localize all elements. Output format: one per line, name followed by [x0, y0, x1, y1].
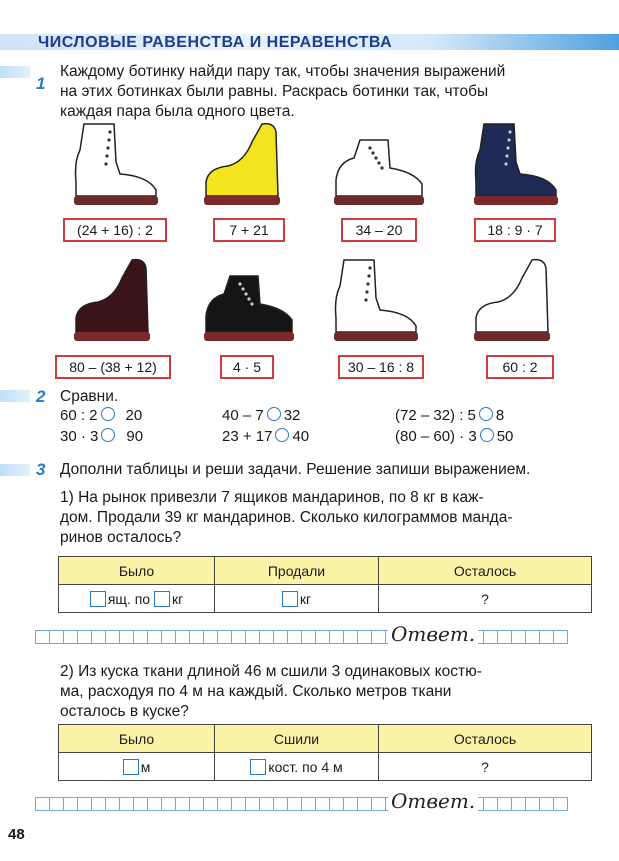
grid-cell[interactable] — [497, 630, 512, 644]
task-1-line: каждая пара была одного цвета. — [60, 103, 295, 120]
answer-box[interactable] — [282, 591, 298, 607]
answer-label: Ответ. — [388, 622, 478, 646]
boot-expression: 18 : 9 · 7 — [474, 218, 556, 242]
boot-expression: 7 + 21 — [213, 218, 285, 242]
grid-cell[interactable] — [77, 630, 92, 644]
grid-cell[interactable] — [35, 630, 50, 644]
task-1-number: 1 — [36, 74, 46, 93]
grid-cell[interactable] — [63, 797, 78, 811]
grid-cell[interactable] — [315, 797, 330, 811]
problem-line: 1) На рынок привезли 7 ящиков мандаринов, по 8 кг в каж- — [60, 489, 484, 506]
answer-grid[interactable] — [35, 797, 567, 811]
problem-line: ма, расходуя по 4 м на каждый. Сколько метров ткани — [60, 683, 452, 700]
grid-cell[interactable] — [511, 630, 526, 644]
boot-icon — [70, 122, 166, 208]
grid-cell[interactable] — [287, 630, 302, 644]
answer-grid[interactable] — [35, 630, 567, 644]
boot-sole — [204, 332, 294, 341]
boot-sole — [74, 196, 158, 205]
grid-cell[interactable] — [329, 797, 344, 811]
compare-item: 40 – 7 32 — [222, 407, 301, 424]
compare-item: 30 · 3 90 — [60, 428, 144, 445]
grid-cell[interactable] — [105, 797, 120, 811]
grid-cell[interactable] — [483, 630, 498, 644]
grid-cell[interactable] — [539, 797, 554, 811]
table-header: Продали — [215, 557, 379, 585]
problem-1-table — [58, 556, 592, 613]
problem-2-table — [58, 724, 592, 781]
task-2-heading: Сравни. — [60, 388, 119, 405]
answer-box[interactable] — [123, 759, 139, 775]
grid-cell[interactable] — [245, 630, 260, 644]
answer-box[interactable] — [90, 591, 106, 607]
compare-circle[interactable] — [479, 407, 493, 421]
grid-cell[interactable] — [511, 797, 526, 811]
grid-cell[interactable] — [357, 630, 372, 644]
task-1-text — [60, 62, 600, 122]
grid-cell[interactable] — [175, 630, 190, 644]
grid-cell[interactable] — [91, 797, 106, 811]
grid-cell[interactable] — [553, 797, 568, 811]
compare-item: (72 – 32) : 5 8 — [395, 407, 505, 424]
grid-cell[interactable] — [119, 630, 134, 644]
grid-cell[interactable] — [301, 797, 316, 811]
grid-cell[interactable] — [343, 630, 358, 644]
task-1-line: Каждому ботинку найди пару так, чтобы значения выражений — [60, 63, 506, 80]
grid-cell[interactable] — [203, 797, 218, 811]
grid-cell[interactable] — [217, 797, 232, 811]
grid-cell[interactable] — [63, 630, 78, 644]
compare-circle[interactable] — [101, 407, 115, 421]
boot-icon — [470, 122, 566, 208]
table-header: Осталось — [379, 725, 592, 753]
grid-cell[interactable] — [273, 797, 288, 811]
boot-icon — [200, 122, 296, 208]
boot[interactable] — [70, 122, 166, 213]
grid-cell[interactable] — [525, 630, 540, 644]
table-cell-left: ? — [379, 753, 592, 781]
problem-line: ринов осталось? — [60, 529, 182, 546]
grid-cell[interactable] — [231, 630, 246, 644]
table-header: Сшили — [215, 725, 379, 753]
boot-expression: 34 – 20 — [341, 218, 417, 242]
answer-box[interactable] — [250, 759, 266, 775]
grid-cell[interactable] — [259, 630, 274, 644]
grid-cell[interactable] — [483, 797, 498, 811]
task-marker — [0, 66, 30, 78]
grid-cell[interactable] — [273, 630, 288, 644]
table-header: Было — [59, 557, 215, 585]
boot-sole — [474, 332, 550, 341]
grid-cell[interactable] — [35, 797, 50, 811]
boot-icon — [330, 122, 426, 208]
problem-2-text — [60, 662, 605, 722]
grid-cell[interactable] — [497, 797, 512, 811]
grid-cell[interactable] — [161, 630, 176, 644]
grid-cell[interactable] — [49, 630, 64, 644]
table-header: Осталось — [379, 557, 592, 585]
grid-cell[interactable] — [245, 797, 260, 811]
boot-sole — [334, 332, 418, 341]
boot[interactable] — [200, 258, 296, 349]
grid-cell[interactable] — [553, 630, 568, 644]
boot-icon — [470, 258, 566, 344]
grid-cell[interactable] — [525, 797, 540, 811]
task-3-number: 3 — [36, 460, 46, 479]
page-title: ЧИСЛОВЫЕ РАВЕНСТВА И НЕРАВЕНСТВА — [38, 34, 393, 51]
grid-cell[interactable] — [301, 630, 316, 644]
compare-circle[interactable] — [480, 428, 494, 442]
boot[interactable] — [70, 258, 166, 349]
grid-cell[interactable] — [105, 630, 120, 644]
grid-cell[interactable] — [49, 797, 64, 811]
problem-line: 2) Из куска ткани длиной 46 м сшили 3 одинаковых костю- — [60, 663, 482, 680]
grid-cell[interactable] — [189, 797, 204, 811]
grid-cell[interactable] — [539, 630, 554, 644]
grid-cell[interactable] — [343, 797, 358, 811]
grid-cell[interactable] — [371, 797, 386, 811]
boot-expression: (24 + 16) : 2 — [63, 218, 167, 242]
problem-line: дом. Продали 39 кг мандаринов. Сколько килограммов манда- — [60, 509, 513, 526]
grid-cell[interactable] — [91, 630, 106, 644]
grid-cell[interactable] — [287, 797, 302, 811]
grid-cell[interactable] — [357, 797, 372, 811]
boot[interactable] — [470, 258, 566, 349]
problem-line: осталось в куске? — [60, 703, 189, 720]
boot[interactable] — [470, 122, 566, 213]
table-cell-was: м — [59, 753, 215, 781]
task-marker — [0, 464, 30, 476]
grid-cell[interactable] — [147, 797, 162, 811]
boot-expression: 4 · 5 — [220, 355, 274, 379]
boot-sole — [74, 332, 150, 341]
compare-circle[interactable] — [275, 428, 289, 442]
grid-cell[interactable] — [231, 797, 246, 811]
grid-cell[interactable] — [147, 630, 162, 644]
compare-item: (80 – 60) · 3 50 — [395, 428, 514, 445]
grid-cell[interactable] — [119, 797, 134, 811]
table-cell-was: ящ. по кг — [59, 585, 215, 613]
grid-cell[interactable] — [175, 797, 190, 811]
task-2-number: 2 — [36, 387, 46, 406]
task-marker — [0, 390, 30, 402]
table-header: Было — [59, 725, 215, 753]
boot[interactable] — [200, 122, 296, 213]
boot-icon — [200, 258, 296, 344]
boot-sole — [334, 196, 424, 205]
boot-icon — [330, 258, 426, 344]
boot[interactable] — [330, 258, 426, 349]
page-number: 48 — [8, 826, 25, 843]
compare-circle[interactable] — [101, 428, 115, 442]
task-1-line: на этих ботинках были равны. Раскрась ботинки так, чтобы — [60, 83, 489, 100]
grid-cell[interactable] — [217, 630, 232, 644]
boot-sole — [204, 196, 280, 205]
boot-sole — [474, 196, 558, 205]
compare-item: 23 + 17 40 — [222, 428, 310, 445]
task-3-heading: Дополни таблицы и реши задачи. Решение запиши выражением. — [60, 461, 531, 478]
grid-cell[interactable] — [189, 630, 204, 644]
table-cell-sewn: кост. по 4 м — [215, 753, 379, 781]
answer-box[interactable] — [154, 591, 170, 607]
table-cell-sold: кг — [215, 585, 379, 613]
boot-icon — [70, 258, 166, 344]
grid-cell[interactable] — [161, 797, 176, 811]
answer-label: Ответ. — [388, 789, 478, 813]
grid-cell[interactable] — [259, 797, 274, 811]
compare-circle[interactable] — [267, 407, 281, 421]
grid-cell[interactable] — [133, 797, 148, 811]
grid-cell[interactable] — [315, 630, 330, 644]
problem-1-text — [60, 488, 605, 548]
compare-item: 60 : 2 20 — [60, 407, 143, 424]
boot-expression: 60 : 2 — [486, 355, 554, 379]
grid-cell[interactable] — [203, 630, 218, 644]
table-cell-left: ? — [379, 585, 592, 613]
grid-cell[interactable] — [77, 797, 92, 811]
boot-expression: 80 – (38 + 12) — [55, 355, 171, 379]
grid-cell[interactable] — [371, 630, 386, 644]
grid-cell[interactable] — [329, 630, 344, 644]
boot-expression: 30 – 16 : 8 — [338, 355, 424, 379]
grid-cell[interactable] — [133, 630, 148, 644]
boot[interactable] — [330, 122, 426, 213]
